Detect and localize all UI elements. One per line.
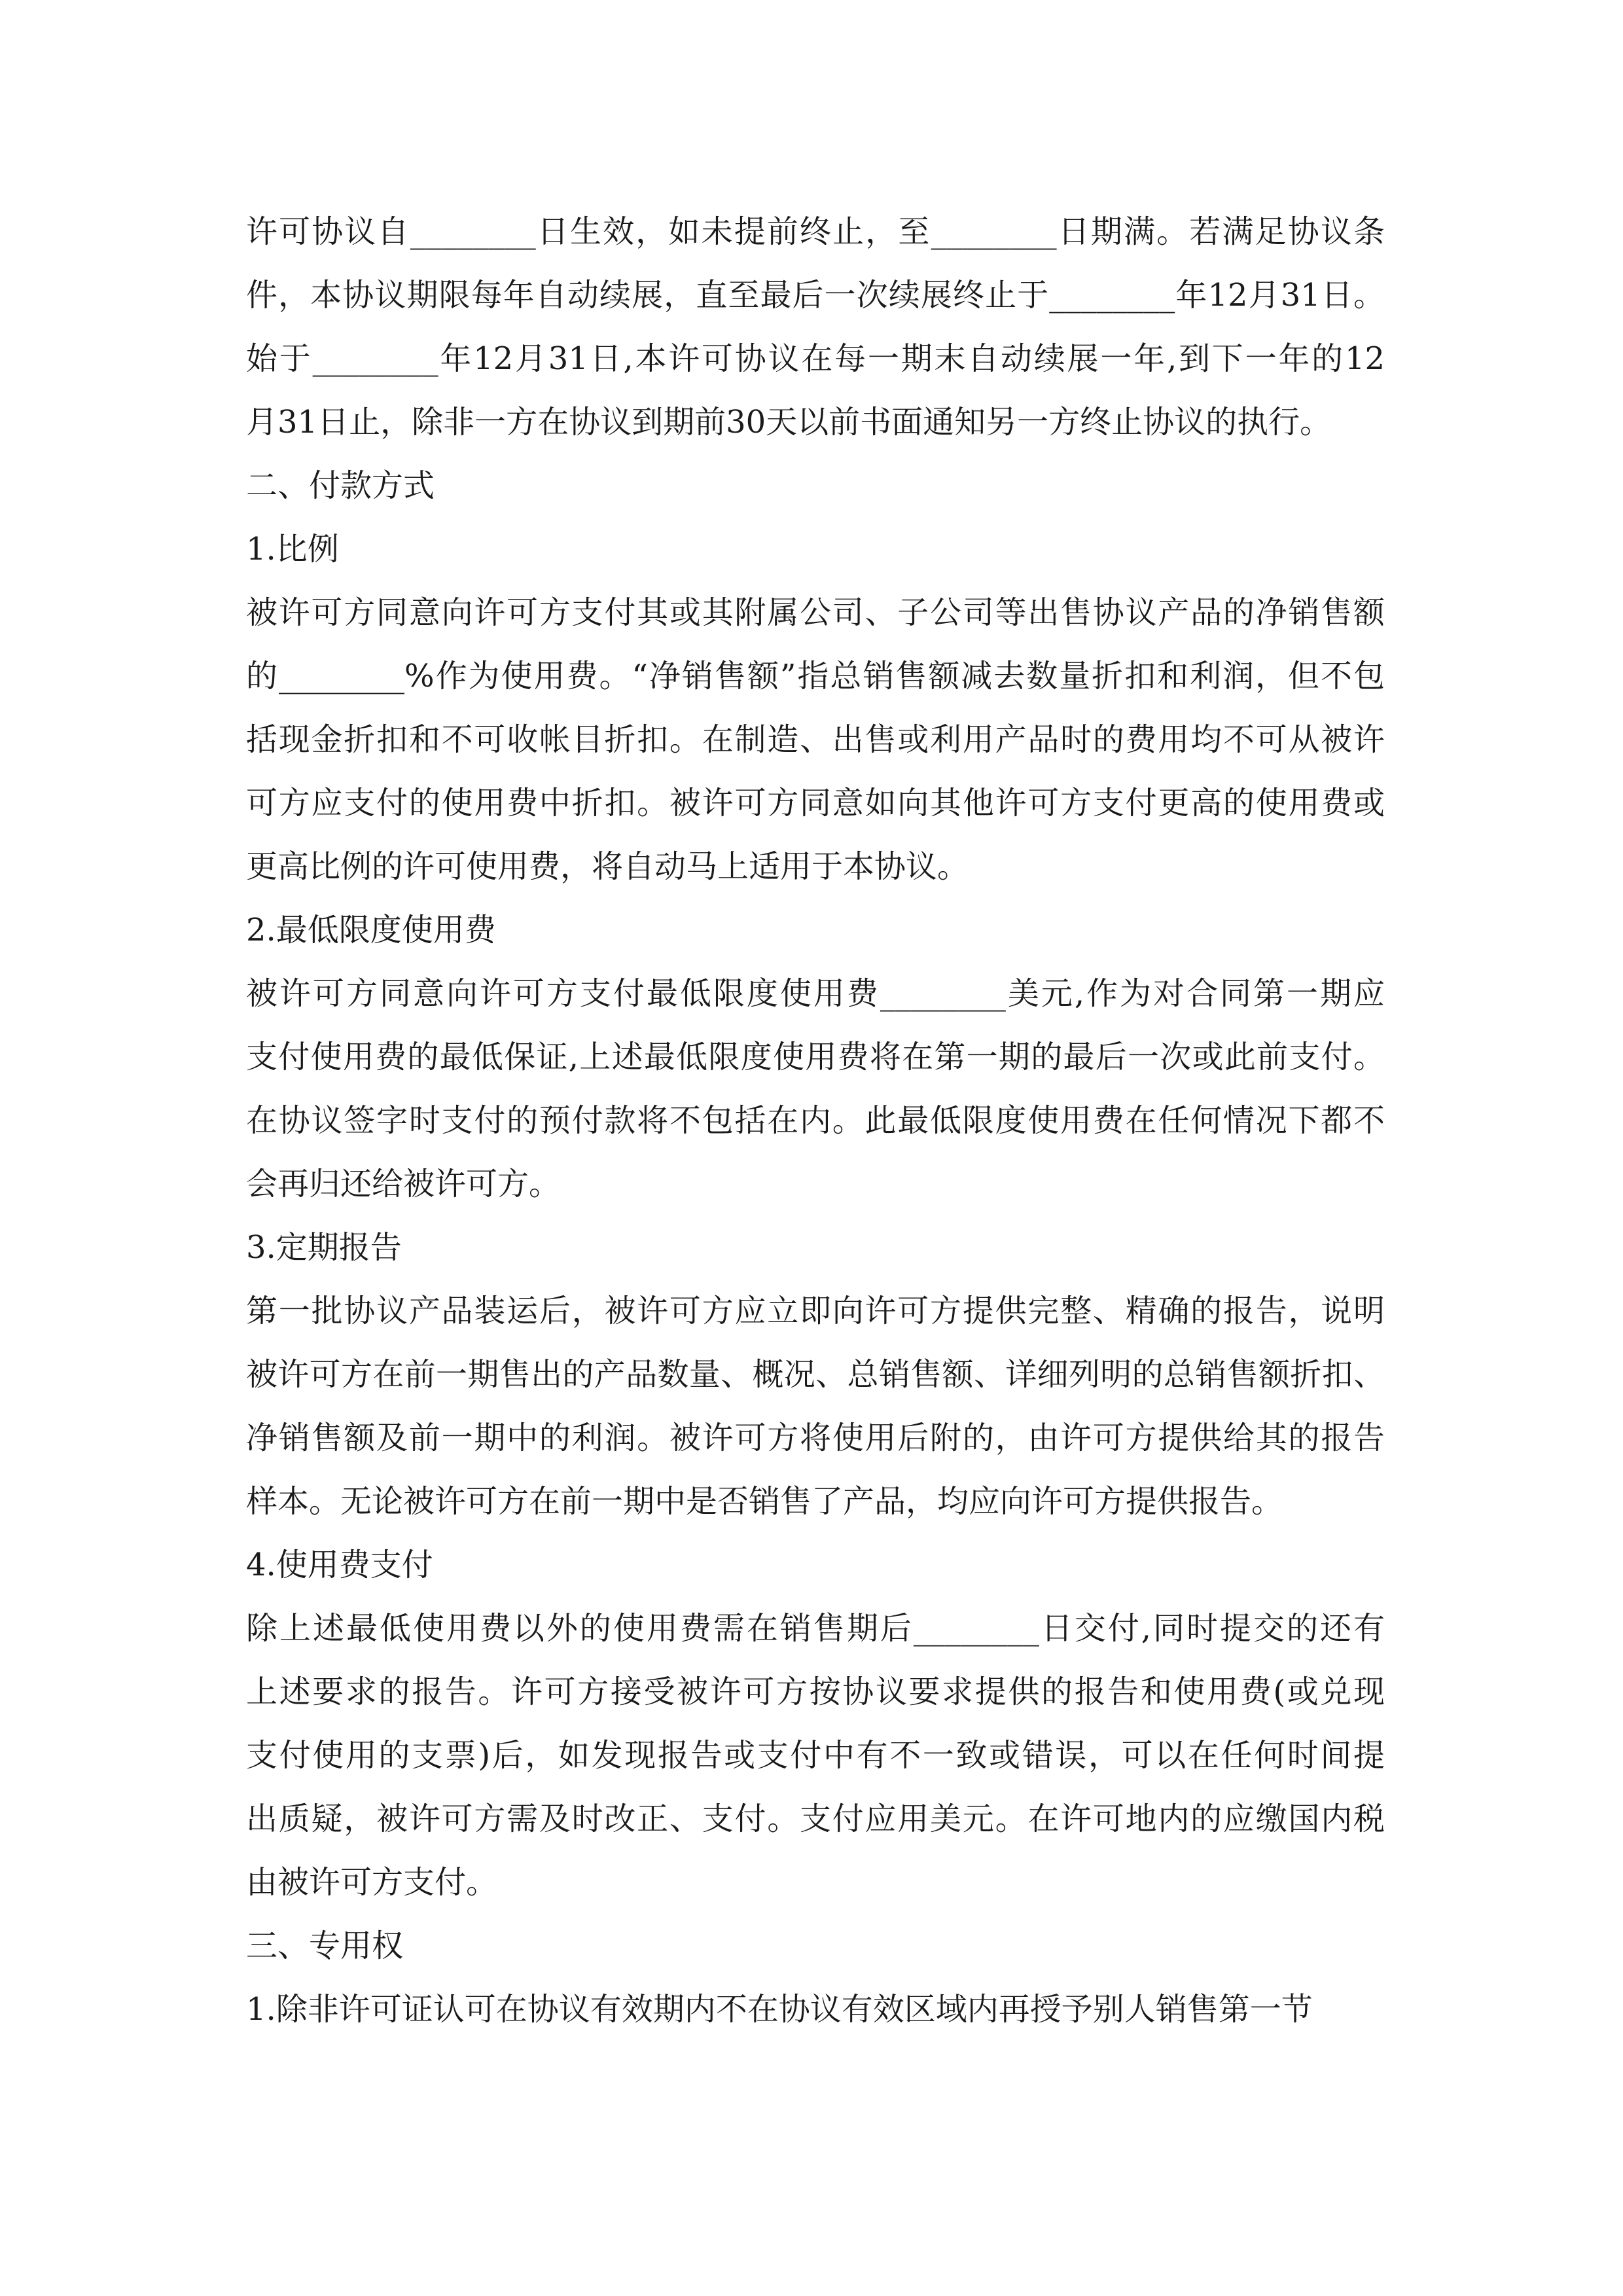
text-line: 括现金折扣和不可收帐目折扣。在制造、出售或利用产品时的费用均不可从被许 <box>246 721 1385 758</box>
text-line: 1.除非许可证认可在协议有效期内不在协议有效区域内再授予别人销售第一节 <box>246 1991 1313 2028</box>
text-line: 可方应支付的使用费中折扣。被许可方同意如向其他许可方支付更高的使用费或 <box>246 785 1385 821</box>
text-line: 支付使用的支票)后，如发现报告或支付中有不一致或错误，可以在任何时间提 <box>246 1737 1385 1774</box>
text-line: 第一批协议产品装运后，被许可方应立即向许可方提供完整、精确的报告，说明 <box>246 1293 1385 1329</box>
text-line: 3.定期报告 <box>246 1229 402 1266</box>
text-line: 1.比例 <box>246 531 339 567</box>
text-line: 支付使用费的最低保证,上述最低限度使用费将在第一期的最后一次或此前支付。 <box>246 1039 1385 1075</box>
text-line: 被许可方同意向许可方支付最低限度使用费________美元,作为对合同第一期应 <box>246 975 1385 1012</box>
text-line: 许可协议自________日生效，如未提前终止，至________日期满。若满足协议条 <box>246 213 1385 250</box>
text-line: 会再归还给被许可方。 <box>246 1166 561 1202</box>
text-line: 二、付款方式 <box>246 467 435 504</box>
text-line: 始于________年12月31日,本许可协议在每一期末自动续展一年,到下一年的12 <box>246 340 1385 377</box>
text-line: 月31日止，除非一方在协议到期前30天以前书面通知另一方终止协议的执行。 <box>246 404 1332 440</box>
text-line: 在协议签字时支付的预付款将不包括在内。此最低限度使用费在任何情况下都不 <box>246 1102 1385 1139</box>
text-line: 样本。无论被许可方在前一期中是否销售了产品，均应向许可方提供报告。 <box>246 1483 1283 1520</box>
text-line: 净销售额及前一期中的利润。被许可方将使用后附的，由许可方提供给其的报告 <box>246 1420 1385 1456</box>
agreement-body-text <box>246 200 1385 2041</box>
text-line: 被许可方同意向许可方支付其或其附属公司、子公司等出售协议产品的净销售额 <box>246 594 1385 631</box>
text-line: 4.使用费支付 <box>246 1547 433 1583</box>
text-line: 除上述最低使用费以外的使用费需在销售期后________日交付,同时提交的还有 <box>246 1610 1385 1647</box>
text-line: 2.最低限度使用费 <box>246 912 496 948</box>
text-line: 出质疑，被许可方需及时改正、支付。支付应用美元。在许可地内的应缴国内税 <box>246 1801 1385 1837</box>
text-line: 三、专用权 <box>246 1928 404 1964</box>
text-line: 件，本协议期限每年自动续展，直至最后一次续展终止于________年12月31日。 <box>246 277 1385 314</box>
text-line: 上述要求的报告。许可方接受被许可方按协议要求提供的报告和使用费(或兑现 <box>246 1674 1385 1710</box>
text-line: 被许可方在前一期售出的产品数量、概况、总销售额、详细列明的总销售额折扣、 <box>246 1356 1385 1393</box>
text-line: 更高比例的许可使用费，将自动马上适用于本协议。 <box>246 848 969 885</box>
text-line: 由被许可方支付。 <box>246 1864 498 1901</box>
text-line: 的________%作为使用费。“净销售额”指总销售额减去数量折扣和利润，但不包 <box>246 658 1385 694</box>
